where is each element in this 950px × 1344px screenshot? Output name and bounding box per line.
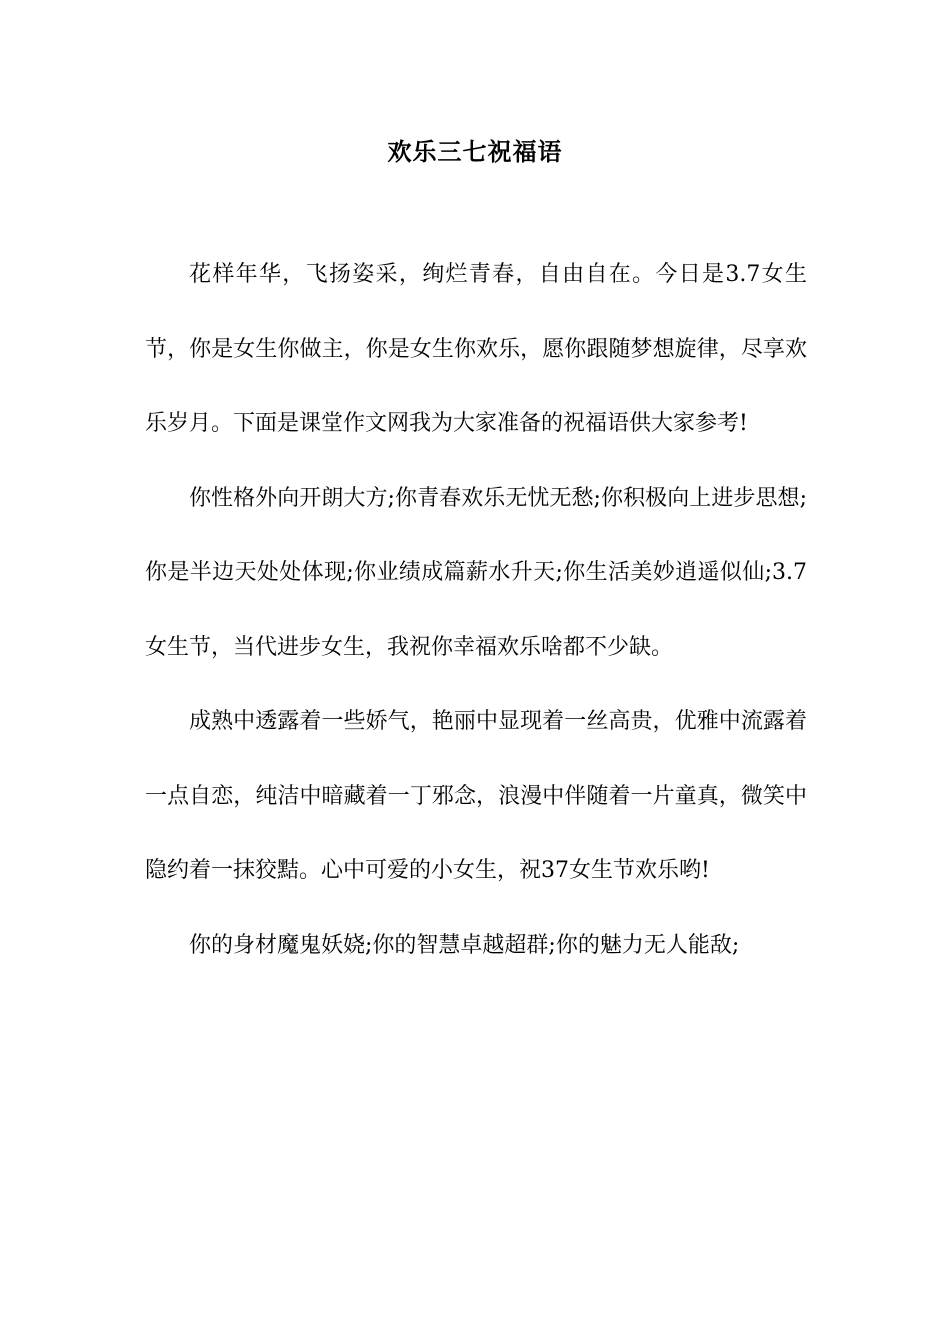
- paragraph-blessing-1: 你性格外向开朗大方;你青春欢乐无忧无愁;你积极向上进步思想;你是半边天处处体现;你业绩成篇薪水升天;你生活美妙逍遥似仙;3.7女生节，当代进步女生，我祝你幸福欢乐啥都不少缺。: [145, 485, 807, 660]
- document-body: [145, 238, 807, 983]
- paragraph-blessing-2: 成熟中透露着一些娇气，艳丽中显现着一丝高贵，优雅中流露着一点自恋，纯洁中暗藏着一丁邪念，浪漫中伴随着一片童真，微笑中隐约着一抹狡黠。心中可爱的小女生，祝37女生节欢乐哟!: [145, 709, 807, 883]
- document-title: 欢乐三七祝福语: [387, 137, 563, 166]
- paragraph-blessing-3: 你的身材魔鬼妖娆;你的智慧卓越超群;你的魅力无人能敌;: [189, 932, 740, 958]
- paragraph-intro: 花样年华，飞扬姿采，绚烂青春，自由自在。今日是3.7女生节，你是女生你做主，你是女生你欢乐，愿你跟随梦想旋律，尽享欢乐岁月。下面是课堂作文网我为大家准备的祝福语供大家参考!: [145, 262, 807, 436]
